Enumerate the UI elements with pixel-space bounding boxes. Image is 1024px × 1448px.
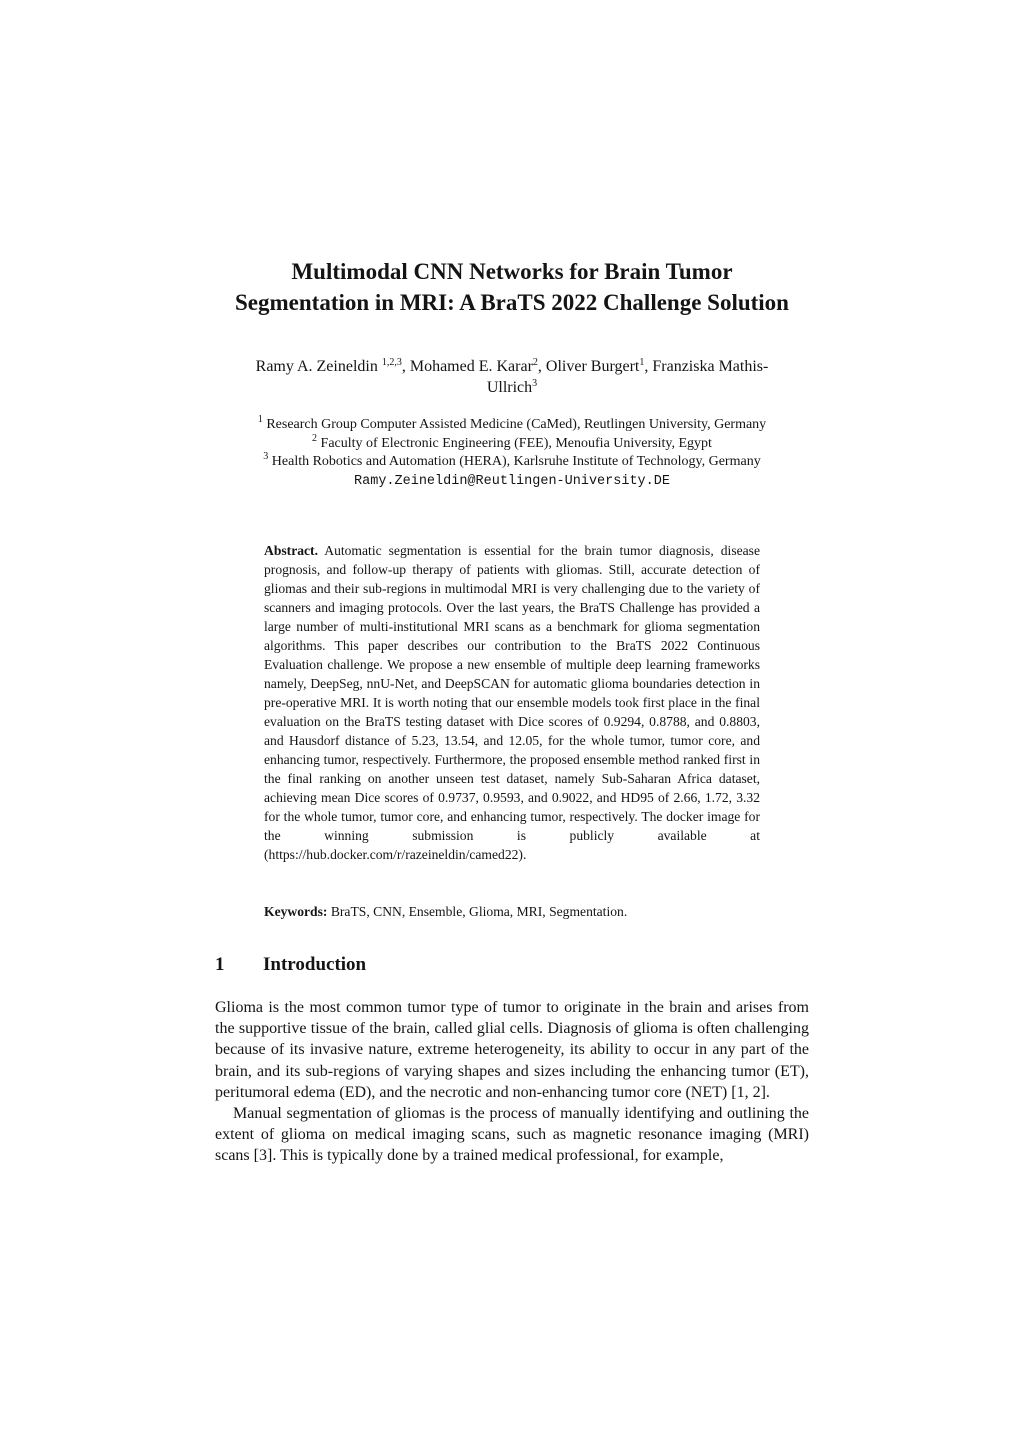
paper-title [150, 256, 874, 318]
section-title: Introduction [263, 954, 367, 975]
paragraph-1: Glioma is the most common tumor type of tumor to originate in the brain and arises from the supportive tissue of the brain, called glial cells. Diagnosis of glioma is often challenging because of its invasive nature, extreme heterogeneity, its ability to occur in any part of the brain, and its sub-regions of varying shapes and sizes including the enhancing tumor (ET), peritumoral edema (ED), and the necrotic and non-enhancing tumor core (NET) [1, 2]. [215, 999, 809, 1101]
section-number: 1 [215, 954, 225, 975]
author-3-affil: 1 [639, 357, 645, 368]
author-3-name: , Oliver Burgert [537, 358, 640, 375]
affiliation-1-text: Research Group Computer Assisted Medicine (CaMed), Reutlingen University, Germany [262, 417, 767, 432]
author-1-affil: 1,2,3 [381, 357, 402, 368]
keywords [264, 902, 760, 921]
affiliation-3-text: Health Robotics and Automation (HERA), Karlsruhe Institute of Technology, Germany [268, 454, 761, 469]
author-4-name-part-2: Ullrich [486, 379, 533, 396]
abstract-label: Abstract. [264, 543, 318, 558]
affiliation-3-number: 3 [263, 451, 269, 462]
affiliation-2-number: 2 [312, 432, 318, 444]
introduction-body [215, 997, 809, 1167]
affiliation-1-number: 1 [257, 414, 263, 425]
title-line-1: Multimodal CNN Networks for Brain Tumor [291, 259, 733, 284]
affiliation-3 [180, 453, 844, 472]
author-1-name: Ramy A. Zeineldin [255, 358, 382, 375]
author-list [215, 356, 809, 398]
author-2-name: , Mohamed E. Karar [401, 358, 533, 375]
abstract-text: Automatic segmentation is essential for the brain tumor diagnosis, disease prognosis, and follow-up therapy of patients with gliomas. Still, accurate detection of gliomas and their sub-regions in multimodal MRI is very challenging due to the variety of scanners and imaging protocols. Over the last years, the BraTS Challenge has provided a large number of multi-institutional MRI scans as a benchmark for glioma segmentation algorithms. This paper describes our contribution to the BraTS 2022 Continuous Evaluation challenge. We propose a new ensemble of multiple deep learning frameworks namely, DeepSeg, nnU-Net, and DeepSCAN for automatic glioma boundaries detection in pre-operative MRI. It is worth noting that our ensemble models took first place in the final evaluation on the BraTS testing dataset with Dice scores of 0.9294, 0.8788, and 0.8803, and Hausdorf distance of 5.23, 13.54, and 12.05, for the whole tumor, tumor core, and enhancing tumor, respectively. Furthermore, the proposed ensemble method ranked first in the final ranking on another unseen test dataset, namely Sub-Saharan Africa dataset, achieving mean Dice scores of 0.9737, 0.9593, and 0.9022, and HD95 of 2.66, 1.72, 3.32 for the whole tumor, tumor core, and enhancing tumor, respectively. The docker image for the winning submission is publicly available at (https://hub.docker.com/r/razeineldin/camed22). [264, 543, 760, 862]
contact-email: Ramy.Zeineldin@Reutlingen-University.DE [354, 473, 670, 489]
affiliation-1 [180, 416, 844, 435]
section-heading-introduction [215, 952, 366, 978]
author-4-affil: 3 [532, 378, 538, 389]
paragraph-2: Manual segmentation of gliomas is the process of manually identifying and outlining the extent of glioma on medical imaging scans, such as magnetic resonance imaging (MRI) scans [3]. This is typically done by a trained medical professional, for example, [215, 1105, 809, 1165]
keywords-label: Keywords: [264, 904, 328, 919]
affiliation-2-text: Faculty of Electronic Engineering (FEE), Menoufia University, Egypt [317, 435, 712, 451]
affiliation-2 [180, 432, 844, 454]
keywords-text: BraTS, CNN, Ensemble, Glioma, MRI, Segmentation. [327, 904, 628, 919]
title-line-2: Segmentation in MRI: A BraTS 2022 Challenge Solution [235, 290, 789, 315]
author-4-name-part-1: , Franziska Mathis- [644, 358, 769, 375]
abstract [264, 541, 760, 864]
affiliations [180, 416, 844, 491]
author-2-affil: 2 [532, 357, 538, 368]
